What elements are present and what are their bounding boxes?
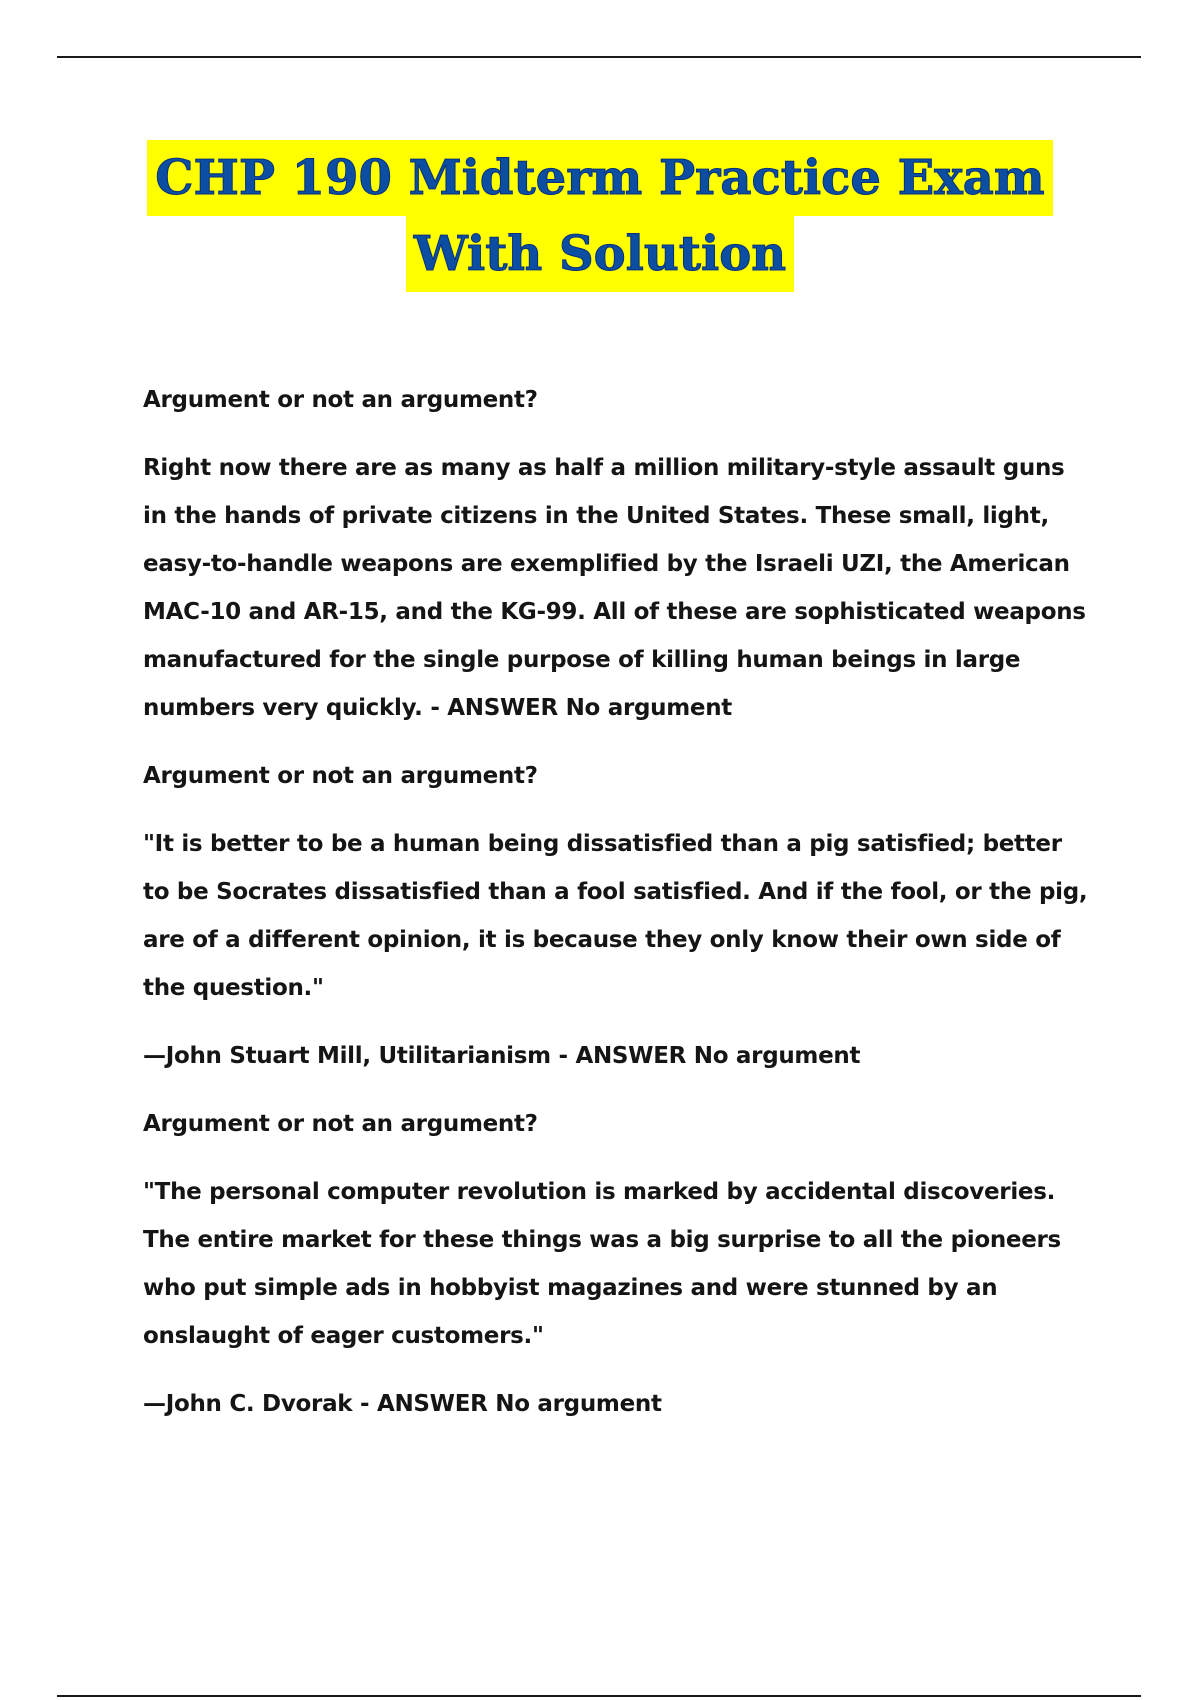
attribution-3: —John C. Dvorak - ANSWER No argument: [143, 1391, 662, 1417]
passage-2: "It is better to be a human being dissatisfied than a pig satisfied; better to be Socrates dissatisfied than a fool satisfied. And if the fool, or the pig, are of a different opinion, it is because they only know their own side of the question.": [143, 831, 1088, 1001]
document-title: [0, 140, 1200, 292]
question-2: Argument or not an argument?: [143, 763, 538, 789]
question-3: Argument or not an argument?: [143, 1111, 538, 1137]
question-1: Argument or not an argument?: [143, 387, 538, 413]
passage-3: "The personal computer revolution is marked by accidental discoveries. The entire market for these things was a big surprise to all the pioneers who put simple ads in hobbyist magazines and were stunned by an onslaught of eager customers.": [143, 1179, 1061, 1349]
title-line-1: CHP 190 Midterm Practice Exam: [147, 140, 1052, 216]
attribution-2: —John Stuart Mill, Utilitarianism - ANSWER No argument: [143, 1043, 861, 1069]
passage-1: Right now there are as many as half a million military-style assault guns in the hands of private citizens in the United States. These small, light, easy-to-handle weapons are exemplified by the Israeli UZI, the American MAC-10 and AR-15, and the KG-99. All of these are sophisticated weapons manufactured for the single purpose of killing human beings in large numbers very quickly. - ANSWER No argument: [143, 455, 1086, 721]
top-rule: [57, 56, 1141, 58]
document-body: [143, 376, 1093, 1448]
title-line-2: With Solution: [406, 216, 794, 292]
bottom-rule: [57, 1695, 1141, 1697]
